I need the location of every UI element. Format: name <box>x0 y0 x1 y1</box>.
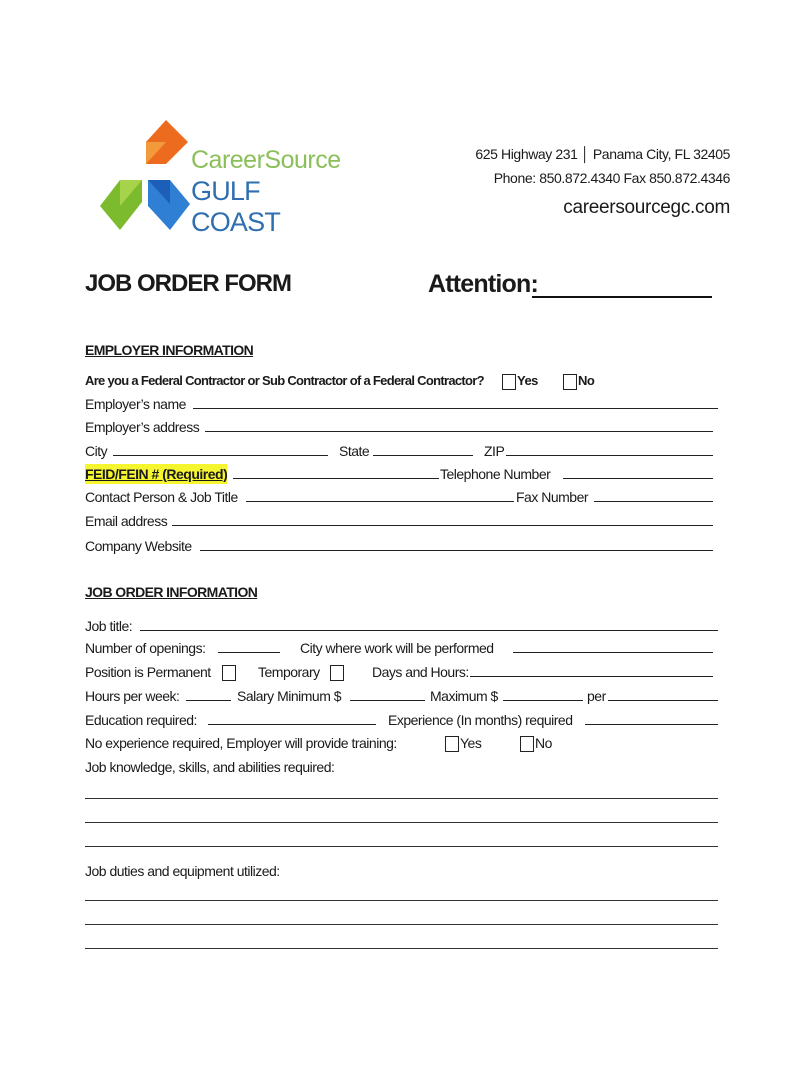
state-label: State <box>339 443 370 459</box>
days-hours-label: Days and Hours: <box>372 664 469 680</box>
phone-fax: Phone: 850.872.4340 Fax 850.872.4346 <box>493 170 730 186</box>
experience-label: Experience (In months) required <box>388 712 573 728</box>
form-title: JOB ORDER FORM <box>85 270 292 297</box>
work-city-field[interactable] <box>513 638 713 653</box>
per-field[interactable] <box>608 686 718 701</box>
hours-week-label: Hours per week: <box>85 688 180 704</box>
federal-no-checkbox[interactable] <box>563 374 577 390</box>
job-title-label: Job title: <box>85 618 133 634</box>
logo-line1: CareerSource <box>191 146 341 174</box>
permanent-label: Position is Permanent <box>85 664 211 680</box>
education-field[interactable] <box>208 710 376 725</box>
employer-address-field[interactable] <box>205 417 713 432</box>
federal-yes-label: Yes <box>517 373 538 388</box>
logo-line2: GULF COAST <box>191 176 281 237</box>
education-label: Education required: <box>85 712 197 728</box>
no-experience-label: No experience required, Employer will provide training: <box>85 735 397 751</box>
company-website-field[interactable] <box>200 536 713 551</box>
hours-week-field[interactable] <box>186 686 231 701</box>
duties-label: Job duties and equipment utilized: <box>85 863 280 879</box>
days-hours-field[interactable] <box>470 662 713 677</box>
experience-field[interactable] <box>585 710 718 725</box>
telephone-field[interactable] <box>563 464 713 479</box>
federal-no-label: No <box>578 373 595 388</box>
training-no-checkbox[interactable] <box>520 736 534 752</box>
training-yes-checkbox[interactable] <box>445 736 459 752</box>
knowledge-line-1[interactable] <box>85 798 718 799</box>
fein-field[interactable] <box>233 464 439 479</box>
fax-label: Fax Number <box>516 489 589 505</box>
duties-line-3[interactable] <box>85 948 718 949</box>
email-label: Email address <box>85 513 168 529</box>
zip-label: ZIP <box>484 443 505 459</box>
fax-field[interactable] <box>594 487 713 502</box>
employer-name-field[interactable] <box>193 394 718 409</box>
city-label: City <box>85 443 108 459</box>
temporary-label: Temporary <box>258 664 320 680</box>
federal-yes-checkbox[interactable] <box>502 374 516 390</box>
job-heading: JOB ORDER INFORMATION <box>85 584 258 600</box>
temporary-checkbox[interactable] <box>330 665 344 681</box>
duties-line-2[interactable] <box>85 924 718 925</box>
careersource-logo-icon <box>98 118 193 236</box>
company-website-label: Company Website <box>85 538 192 554</box>
contact-person-field[interactable] <box>246 487 514 502</box>
city-field[interactable] <box>113 441 328 456</box>
salary-min-label: Salary Minimum $ <box>237 688 342 704</box>
employer-name-label: Employer’s name <box>85 396 186 412</box>
knowledge-line-2[interactable] <box>85 822 718 823</box>
training-yes-label: Yes <box>460 735 482 751</box>
maximum-field[interactable] <box>503 686 583 701</box>
per-label: per <box>587 688 606 704</box>
logo <box>98 118 343 238</box>
address: 625 Highway 231 │ Panama City, FL 32405 <box>475 146 730 162</box>
employer-address-label: Employer’s address <box>85 419 200 435</box>
email-field[interactable] <box>172 511 713 526</box>
duties-line-1[interactable] <box>85 900 718 901</box>
attention-field[interactable] <box>532 282 712 298</box>
fein-label: FEID/FEIN # (Required) <box>85 466 228 482</box>
training-no-label: No <box>535 735 552 751</box>
job-title-field[interactable] <box>140 616 718 631</box>
knowledge-line-3[interactable] <box>85 846 718 847</box>
attention-label: Attention: <box>428 270 539 298</box>
permanent-checkbox[interactable] <box>222 665 236 681</box>
salary-min-field[interactable] <box>350 686 425 701</box>
federal-question: Are you a Federal Contractor or Sub Contractor of a Federal Contractor? <box>85 373 484 388</box>
state-field[interactable] <box>373 441 473 456</box>
work-city-label: City where work will be performed <box>300 640 494 656</box>
telephone-label: Telephone Number <box>440 466 551 482</box>
openings-field[interactable] <box>218 638 280 653</box>
employer-heading: EMPLOYER INFORMATION <box>85 342 254 358</box>
openings-label: Number of openings: <box>85 640 206 656</box>
contact-person-label: Contact Person & Job Title <box>85 489 238 505</box>
zip-field[interactable] <box>506 441 713 456</box>
maximum-label: Maximum $ <box>430 688 498 704</box>
knowledge-label: Job knowledge, skills, and abilities required: <box>85 759 335 775</box>
website[interactable]: careersourcegc.com <box>563 197 730 218</box>
